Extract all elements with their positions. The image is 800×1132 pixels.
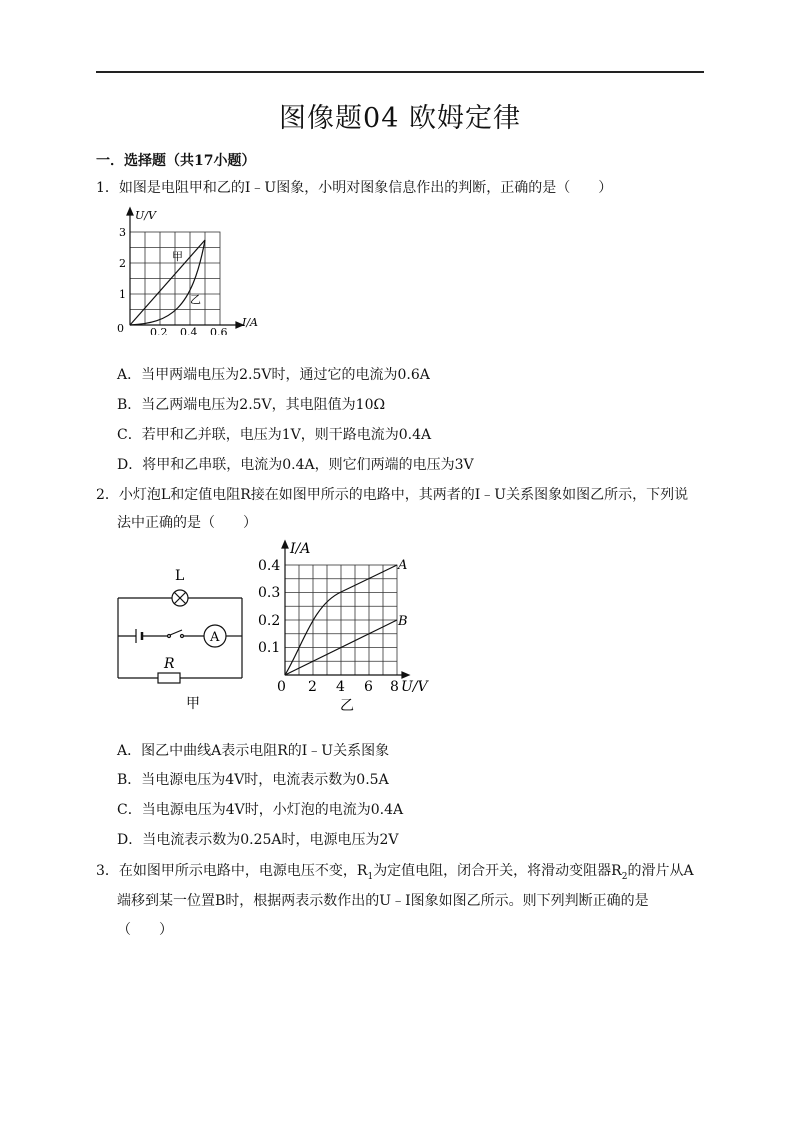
question-3-line-2: 端移到某一位置B时，根据两表示数作出的U﹣I图象如图乙所示。则下列判断正确的是 <box>117 893 649 909</box>
q1-option-a: A．当甲两端电压为2.5V时，通过它的电流为0.6A <box>117 367 430 383</box>
q2-y-axis-label: I/A <box>290 541 311 557</box>
q2-option-c: C．当电源电压为4V时，小灯泡的电流为0.4A <box>117 802 404 818</box>
q2-origin: 0 <box>277 679 286 695</box>
q1-option-d: D．将甲和乙串联，电流为0.4A，则它们两端的电压为3V <box>117 457 474 473</box>
q1-label-jia: 甲 <box>172 250 183 263</box>
header-rule <box>96 71 704 73</box>
q1-option-b: B．当乙两端电压为2.5V，其电阻值为10Ω <box>117 397 386 413</box>
q2-x-tick: 8 <box>390 679 399 695</box>
q2-y-tick: 0.4 <box>258 558 281 574</box>
lamp-icon <box>172 590 188 606</box>
q1-x-tick: 0.4 <box>180 326 198 335</box>
question-3-line-3: （ ） <box>117 922 173 938</box>
question-3-line-1: 3．在如图甲所示电路中，电源电压不变，$R_1$为定值电阻，闭合开关，将滑动变阻器$R_2$的滑片从A <box>96 863 694 882</box>
q2-y-tick: 0.2 <box>258 613 281 629</box>
q2-circuit <box>112 560 247 715</box>
q1-graph <box>110 205 270 335</box>
q1-option-c: C．若甲和乙并联，电压为1V，则干路电流为0.4A <box>117 427 432 443</box>
q1-y-tick: 1 <box>119 288 126 301</box>
q2-option-a: A．图乙中曲线A表示电阻R的I﹣U关系图象 <box>117 743 390 759</box>
q2-option-d: D．当电流表示数为0.25A时，电源电压为2V <box>117 832 399 848</box>
q2-graph <box>255 535 440 715</box>
switch-icon <box>168 630 184 638</box>
section-heading: 一．选择题（共17小题） <box>96 153 256 169</box>
q1-y-tick: 2 <box>119 257 126 270</box>
question-2-line-2: 法中正确的是（ ） <box>117 515 257 531</box>
resistor-label: R <box>164 656 175 672</box>
q2-curve-a-label: A <box>398 558 408 573</box>
q2-graph-caption: 乙 <box>340 698 354 714</box>
q2-x-axis-label: U/V <box>401 679 428 695</box>
battery-icon <box>136 629 142 643</box>
lamp-label: L <box>175 568 185 584</box>
q1-y-tick: 3 <box>119 226 126 239</box>
q1-x-axis-label: I/A <box>242 316 258 329</box>
page-title: 图像题04 欧姆定律 <box>279 103 521 134</box>
q1-x-tick: 0.2 <box>150 326 168 335</box>
q2-x-tick: 4 <box>336 679 345 695</box>
q1-x-tick: 0.6 <box>210 326 228 335</box>
q2-option-b: B．当电源电压为4V时，电流表示数为0.5A <box>117 772 389 788</box>
q2-x-tick: 6 <box>364 679 373 695</box>
q1-label-yi: 乙 <box>190 293 201 306</box>
q1-origin: 0 <box>117 322 124 335</box>
ammeter-label: A <box>210 630 220 645</box>
q2-grid <box>285 565 397 675</box>
q2-y-tick: 0.3 <box>258 585 281 601</box>
resistor-icon <box>158 673 180 683</box>
q2-y-tick: 0.1 <box>258 640 281 656</box>
q1-y-axis-label: U/V <box>135 209 156 222</box>
q2-x-tick: 2 <box>308 679 317 695</box>
question-2-line-1: 2．小灯泡L和定值电阻R接在如图甲所示的电路中，其两者的I﹣U关系图象如图乙所示，下列说 <box>96 487 689 503</box>
q2-line-b-label: B <box>398 614 408 629</box>
question-1-text: 1．如图是电阻甲和乙的I﹣U图象，小明对图象信息作出的判断，正确的是（ ） <box>96 180 613 196</box>
circuit-caption: 甲 <box>186 696 200 712</box>
